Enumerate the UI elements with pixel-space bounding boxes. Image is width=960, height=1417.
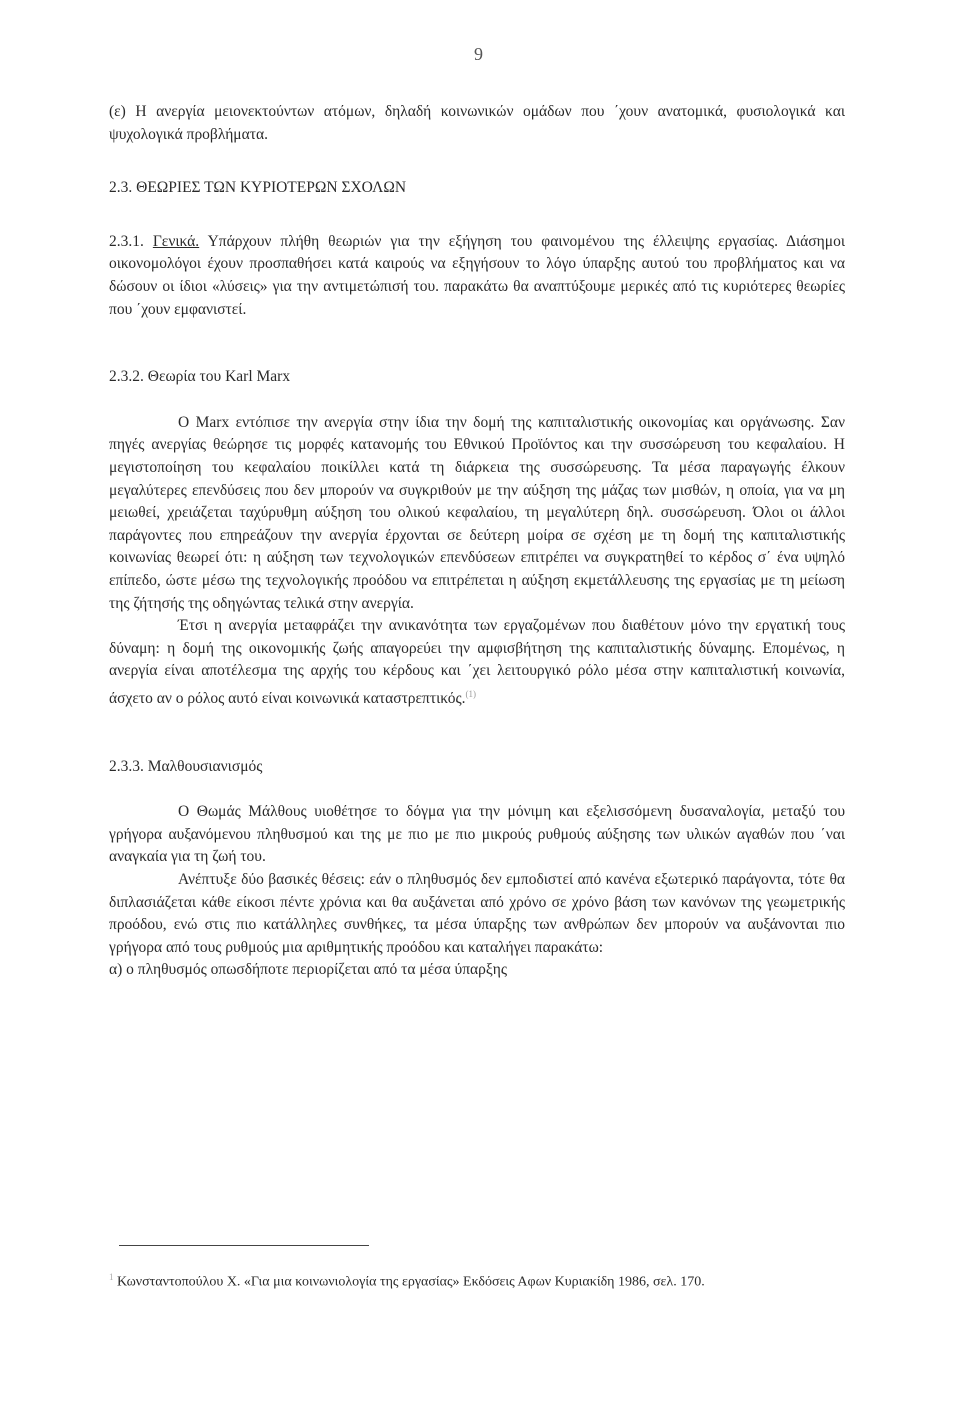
footnote-marker: 1 <box>109 1272 114 1282</box>
section-number-2-3-1: 2.3.1. <box>109 232 144 250</box>
section-heading-2-3: 2.3. ΘΕΩΡΙΕΣ ΤΩΝ ΚΥΡΙΟΤΕΡΩΝ ΣΧΟΛΩΝ <box>109 179 407 197</box>
paragraph-point-a: α) ο πληθυσμός οπωσδήποτε περιορίζεται από τα μέσα ύπαρξης <box>109 961 508 979</box>
paragraph-marx-2 <box>109 615 845 711</box>
section-heading-2-3-3: 2.3.3. Μαλθουσιανισμός <box>109 757 263 775</box>
section-title-general: Γενικά. <box>152 232 200 250</box>
footnote-reference: (1) <box>465 688 476 699</box>
section-heading-2-3-2: 2.3.2. Θεωρία του Karl Marx <box>109 368 291 386</box>
footnote-body: Κωνσταντοπούλου Χ. «Για μια κοινωνιολογία της εργασίας» Εκδόσεις Αφων Κυριακίδη 1986, σελ. 170. <box>117 1274 705 1290</box>
footnote <box>109 1265 845 1295</box>
paragraph-malthus-2: Ανέπτυξε δύο βασικές θέσεις: εάν ο πληθυσμός δεν εμποδιστεί από κανένα εξωτερικό παράγοντα, τότε θα διπλασιάζεται κάθε είκοσι πέντε χρόνια και θα αυξάνεται από χρόνο σε χρόνο βάση των κανόνων της γεωμετρικής προόδου, ενώ στις πιο κατάλληλες συνθήκες, τα μέσα ύπαρξης των ανθρώπων δεν μπορούν να αυξάνονται πιο γρήγορα από τους ρυθμούς μια αριθμητικής προόδου και καταλήγει παρακάτω: <box>109 871 845 956</box>
paragraph-general <box>109 231 845 321</box>
general-text: Υπάρχουν πλήθη θεωριών για την εξήγηση του φαινομένου της έλλειψης εργασίας. Διάσημοι οικονομολόγοι έχουν προσπαθήσει κατά καιρούς να εξηγήσουν το λόγο ύπαρξης αυτού του προβλήματος και να δώσουν οι ίδιοι «λύσεις» για την αντιμετώπισή του. παρακάτω θα αναπτύξουμε μερικές από τις κυριότερες θεωρίες που ΄χουν εμφανιστεί. <box>109 232 845 318</box>
page-body <box>109 101 845 982</box>
paragraph-marx-1: Ο Marx εντόπισε την ανεργία στην ίδια την δομή της καπιταλιστικής οικονομίας και οργάνωσης. Σαν πηγές ανεργίας θεώρησε τις μορφές κατανομής του Εθνικού Προϊόντος και την συσσώρευση του κεφαλαίου. Η μεγιστοποίηση του κεφαλαίου ποικίλλει κατά τη διάρκεια της συσσώρευσης. Τα μέσα παραγωγής έλκουν μεγαλύτερες επενδύσεις που δεν μπορούν να συγκριθούν με την αύξηση της μάζας των μισθών, η οποία, για να μη μειωθεί, χρειάζεται ταχύρυθμη αύξηση του ολικού κεφαλαίου, τη μεγαλύτερη δηλ. συσσώρευση. Όλοι οι άλλοι παράγοντες που επηρεάζουν την ανεργία έρχονται σε δεύτερη μοίρα σε σχέση με τη δομή της καπιταλιστικής κοινωνίας θεωρεί ότι: η αύξηση των τεχνολογικών επενδύσεων επιτρέπει να συγκρατηθεί το κέρδος σ΄ ένα υψηλό επίπεδο, ώστε μέσω της τεχνολογικής προόδου να επιτρέπεται η αύξηση εκμετάλλευσης της εργασίας με τη μείωση της ζήτησής της οδηγώντας τελικά στην ανεργία. <box>109 413 845 612</box>
paragraph-item-e: (ε) Η ανεργία μειονεκτούντων ατόμων, δηλαδή κοινωνικών ομάδων που ΄χουν ανατομικά, φυσιολογικά και ψυχολογικά προβλήματα. <box>109 103 845 143</box>
paragraph-malthus-1: Ο Θωμάς Μάλθους υιοθέτησε το δόγμα για την μόνιμη και εξελισσόμενη δυσαναλογία, μεταξύ του γρήγορα αυξανόμενου πληθυσμού και της με πιο με πιο μικρούς ρυθμούς αύξησης των υλικών αγαθών που ΄ναι αναγκαία για τη ζωή του. <box>109 803 845 866</box>
footnote-text <box>109 1265 845 1295</box>
marx-2-text: Έτσι η ανεργία μεταφράζει την ανικανότητα των εργαζομένων που διαθέτουν μόνο την εργατική τους δύναμη: η δομή της οικονομικής ζωής απαγορεύει την αμφισβήτηση της καπιταλιστικής δύναμης. Επομένως, η ανεργία είναι αποτέλεσμα της αρχής του κέρδους και ΄χει λειτουργικό ρόλο μέσα στην καπιταλιστική κοινωνία, άσχετο αν ο ρόλος αυτό είναι κοινωνικά καταστρεπτικός. <box>109 617 845 708</box>
footnote-separator <box>119 1245 369 1246</box>
page-number: 9 <box>474 44 483 64</box>
